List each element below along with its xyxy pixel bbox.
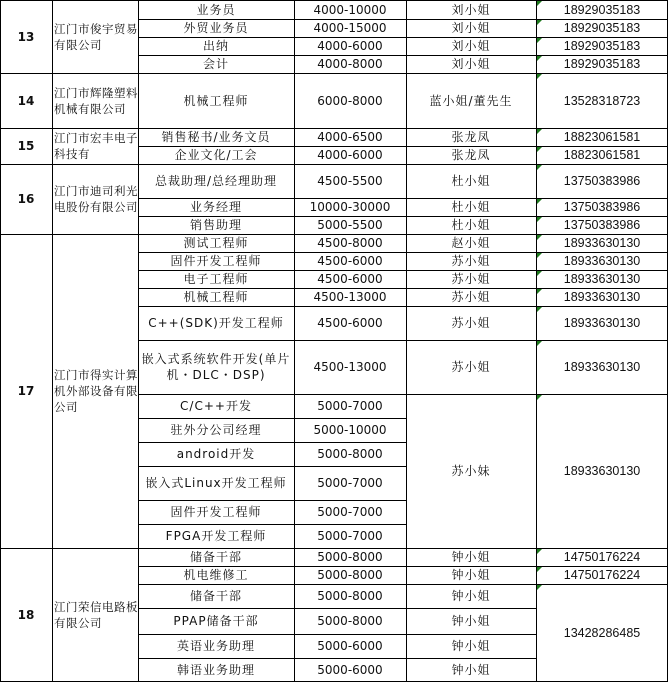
- contact-person: 苏小姐: [451, 290, 491, 304]
- contact-person: 刘小姐: [451, 2, 491, 17]
- company-name: 江门市得实计算机外部设备有限公司: [54, 368, 138, 414]
- salary-range: 4500-6000: [317, 316, 383, 330]
- salary-range: 4500-5500: [317, 174, 383, 188]
- contact-person: 刘小姐: [451, 39, 491, 53]
- contact-person: 钟小姐: [451, 568, 491, 582]
- contact-person: 杜小姐: [451, 200, 491, 214]
- contact-person: 张龙凤: [451, 148, 491, 162]
- company-name: 江门市宏丰电子科技有: [54, 131, 138, 161]
- comment-marker-icon: [537, 549, 542, 554]
- company-number: 16: [17, 192, 35, 206]
- job-position: 储备干部: [189, 589, 242, 603]
- job-position: 出纳: [202, 39, 229, 53]
- company-name: 江门市辉隆塑料机械有限公司: [54, 85, 138, 116]
- salary-range: 6000-8000: [317, 93, 383, 108]
- comment-marker-icon: [537, 129, 542, 134]
- salary-range: 5000-5500: [317, 218, 383, 232]
- comment-marker-icon: [537, 56, 542, 61]
- salary-range: 4000-15000: [313, 21, 387, 35]
- comment-marker-icon: [537, 147, 542, 152]
- job-position: 会计: [202, 57, 229, 71]
- salary-range: 4000-6000: [317, 148, 383, 162]
- job-position: 储备干部: [189, 550, 242, 564]
- job-position: 嵌入式Linux开发工程师: [145, 476, 287, 490]
- job-position: 业务经理: [189, 200, 242, 214]
- company-name: 江门荣信电路板有限公司: [54, 600, 138, 630]
- company-number: 18: [17, 608, 35, 622]
- salary-range: 5000-7000: [317, 476, 383, 490]
- salary-range: 4000-6000: [317, 39, 383, 53]
- contact-phone: 13428286485: [563, 626, 641, 640]
- job-position: FPGA开发工程师: [165, 529, 267, 543]
- job-position: 韩语业务助理: [176, 663, 255, 677]
- job-position: 驻外分公司经理: [170, 423, 262, 437]
- company-number: 13: [17, 29, 35, 44]
- contact-person: 钟小姐: [451, 589, 491, 603]
- company-name: 江门市迪司利光电股份有限公司: [54, 184, 138, 214]
- comment-marker-icon: [537, 1, 542, 6]
- salary-range: 5000-6000: [317, 663, 383, 677]
- contact-phone: 18933630130: [563, 464, 641, 478]
- contact-person: 苏小姐: [451, 316, 491, 330]
- salary-range: 4500-8000: [317, 236, 383, 250]
- salary-range: 5000-7000: [317, 399, 383, 413]
- job-position: 总裁助理/总经理助理: [154, 174, 278, 188]
- comment-marker-icon: [537, 341, 542, 346]
- job-position: 企业文化/工会: [174, 148, 258, 162]
- salary-range: 5000-8000: [317, 447, 383, 461]
- salary-range: 4000-10000: [313, 2, 387, 17]
- contact-phone: 18929035183: [563, 2, 641, 17]
- contact-person: 蓝小姐/董先生: [429, 93, 513, 108]
- grid-line: [138, 0, 139, 682]
- comment-marker-icon: [537, 395, 542, 400]
- job-position: 机电维修工: [183, 568, 249, 582]
- contact-phone: 18933630130: [563, 254, 641, 268]
- job-position: 测试工程师: [183, 236, 249, 250]
- contact-phone: 18929035183: [563, 39, 641, 53]
- job-position: 销售助理: [189, 218, 242, 232]
- grid-line: [52, 0, 53, 682]
- comment-marker-icon: [537, 307, 542, 312]
- contact-person: 张龙凤: [451, 130, 491, 144]
- job-position: android开发: [176, 447, 256, 461]
- contact-phone: 18929035183: [563, 21, 641, 35]
- comment-marker-icon: [537, 585, 542, 590]
- comment-marker-icon: [537, 289, 542, 294]
- contact-phone: 18933630130: [563, 290, 641, 304]
- grid-line: [406, 0, 407, 682]
- comment-marker-icon: [537, 74, 542, 79]
- contact-person: 苏小姐: [451, 360, 491, 374]
- grid-line: [294, 0, 295, 682]
- salary-range: 4000-8000: [317, 57, 383, 71]
- job-position: C++(SDK)开发工程师: [148, 316, 284, 330]
- contact-phone: 18933630130: [563, 316, 641, 330]
- contact-person: 苏小姐: [451, 272, 491, 286]
- contact-person: 赵小姐: [451, 236, 491, 250]
- contact-phone: 18933630130: [563, 236, 641, 250]
- contact-person: 钟小姐: [451, 550, 491, 564]
- salary-range: 5000-7000: [317, 505, 383, 519]
- comment-marker-icon: [537, 199, 542, 204]
- contact-person: 杜小姐: [451, 218, 491, 232]
- contact-phone: 14750176224: [563, 550, 641, 564]
- job-position: 机械工程师: [183, 93, 249, 108]
- job-position: 嵌入式系统软件开发(单片机・DLC・DSP): [141, 352, 291, 382]
- comment-marker-icon: [537, 567, 542, 572]
- contact-phone: 18933630130: [563, 272, 641, 286]
- comment-marker-icon: [537, 38, 542, 43]
- contact-phone: 18929035183: [563, 57, 641, 71]
- contact-person: 苏小妹: [451, 464, 491, 478]
- comment-marker-icon: [537, 253, 542, 258]
- salary-range: 4500-13000: [313, 290, 387, 304]
- salary-range: 4500-6000: [317, 272, 383, 286]
- grid-line: [0, 0, 1, 682]
- grid-line: [536, 0, 537, 682]
- job-position: C/C++开发: [180, 399, 252, 413]
- job-position: 机械工程师: [183, 290, 249, 304]
- comment-marker-icon: [537, 165, 542, 170]
- contact-phone: 13528318723: [563, 93, 641, 108]
- comment-marker-icon: [537, 271, 542, 276]
- job-position: 业务员: [196, 2, 236, 17]
- job-position: 外贸业务员: [183, 21, 249, 35]
- job-position: 电子工程师: [183, 272, 249, 286]
- job-position: 英语业务助理: [176, 639, 255, 653]
- comment-marker-icon: [537, 235, 542, 240]
- job-position: 销售秘书/业务文员: [161, 130, 271, 144]
- contact-person: 刘小姐: [451, 57, 491, 71]
- salary-range: 5000-8000: [317, 550, 383, 564]
- comment-marker-icon: [537, 217, 542, 222]
- company-number: 17: [17, 384, 35, 398]
- salary-range: 5000-6000: [317, 639, 383, 653]
- contact-person: 杜小姐: [451, 174, 491, 188]
- contact-person: 钟小姐: [451, 639, 491, 653]
- company-number: 14: [17, 93, 35, 108]
- job-position: PPAP储备干部: [173, 614, 259, 628]
- contact-phone: 14750176224: [563, 568, 641, 582]
- contact-person: 钟小姐: [451, 663, 491, 677]
- salary-range: 4000-6500: [317, 130, 383, 144]
- contact-phone: 13750383986: [563, 218, 641, 232]
- comment-marker-icon: [537, 20, 542, 25]
- contact-phone: 18823061581: [563, 130, 641, 144]
- salary-range: 5000-8000: [317, 614, 383, 628]
- company-number: 15: [17, 139, 35, 153]
- salary-range: 5000-7000: [317, 529, 383, 543]
- salary-range: 5000-8000: [317, 568, 383, 582]
- contact-person: 刘小姐: [451, 21, 491, 35]
- company-name: 江门市俊宇贸易有限公司: [54, 21, 138, 52]
- contact-phone: 13750383986: [563, 174, 641, 188]
- salary-range: 10000-30000: [309, 200, 391, 214]
- salary-range: 5000-8000: [317, 589, 383, 603]
- job-position: 固件开发工程师: [170, 505, 262, 519]
- contact-phone: 18823061581: [563, 148, 641, 162]
- job-position: 固件开发工程师: [170, 254, 262, 268]
- salary-range: 4500-13000: [313, 360, 387, 374]
- contact-phone: 13750383986: [563, 200, 641, 214]
- salary-range: 5000-10000: [313, 423, 387, 437]
- contact-person: 钟小姐: [451, 614, 491, 628]
- salary-range: 4500-6000: [317, 254, 383, 268]
- contact-person: 苏小姐: [451, 254, 491, 268]
- contact-phone: 18933630130: [563, 360, 641, 374]
